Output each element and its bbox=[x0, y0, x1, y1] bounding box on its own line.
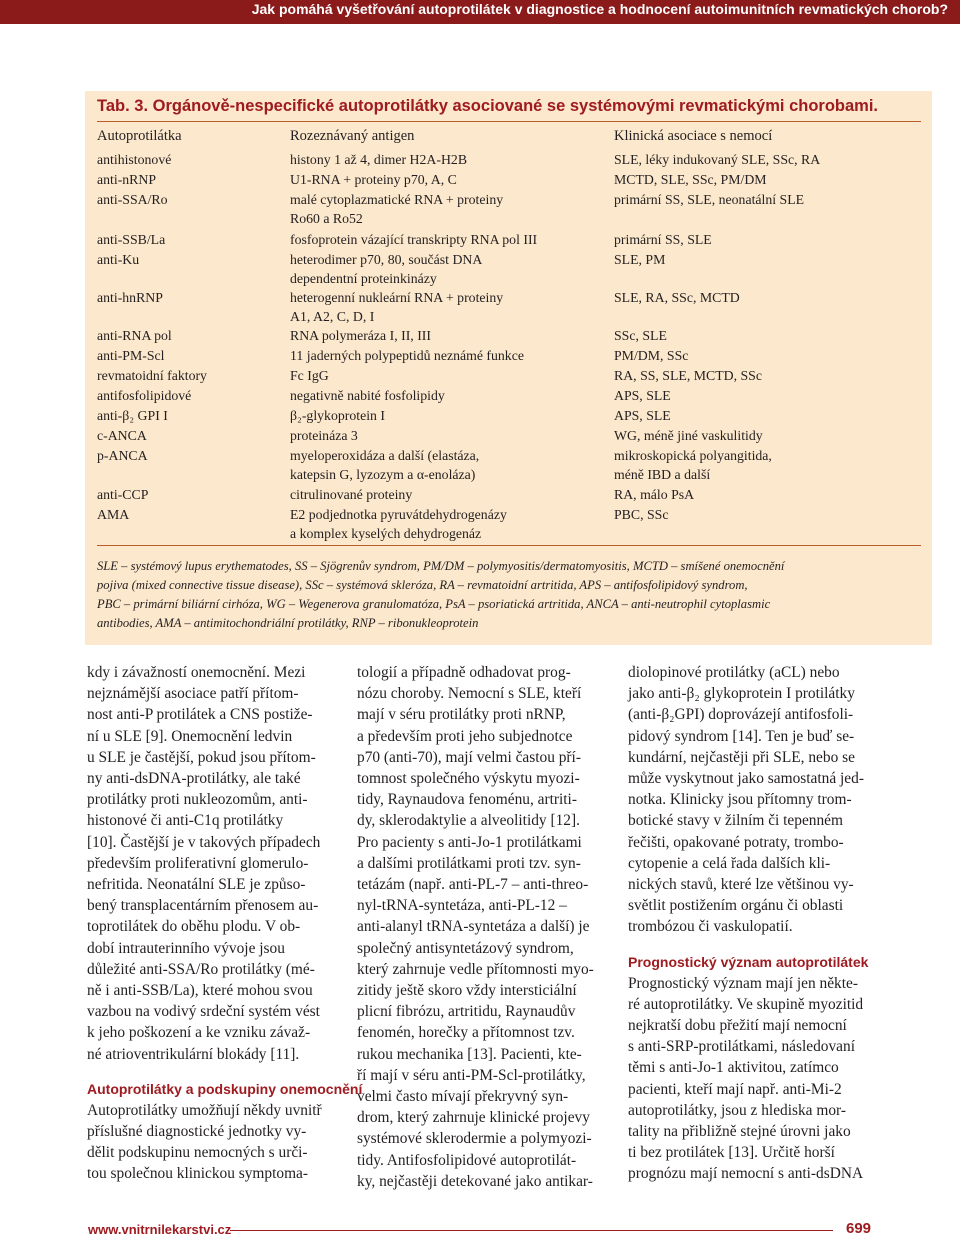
association-cell bbox=[614, 505, 924, 524]
text-line: (anti-β₂GPI) doprovázejí antifosfoli- bbox=[628, 706, 854, 724]
association-cell-line: RA, málo PsA bbox=[614, 487, 695, 502]
association-cell bbox=[614, 170, 924, 189]
antigen-cell bbox=[290, 288, 590, 326]
antibody-cell bbox=[97, 505, 129, 524]
table-footnote bbox=[97, 557, 923, 633]
text-line: pacienti, kteří mají např. anti-Mi-2 bbox=[628, 1080, 842, 1098]
antigen-cell-line: myeloperoxidáza a další (elastáza, bbox=[290, 448, 480, 463]
spacer bbox=[628, 938, 876, 952]
antibody-cell-line: p-ANCA bbox=[97, 448, 148, 463]
antigen-cell-line: histony 1 až 4, dimer H2A-H2B bbox=[290, 152, 468, 167]
table-title: Tab. 3. Orgánově-nespecifické autoprotilátky asociované se systémovými revmatickými chorobami. bbox=[97, 97, 879, 115]
association-cell bbox=[614, 326, 924, 345]
antibody-cell bbox=[97, 366, 207, 385]
text-line: zitidy ještě skoro vždy intersticiální bbox=[357, 982, 577, 1000]
text-column-3 bbox=[628, 662, 876, 1185]
association-cell bbox=[614, 406, 924, 425]
text-line: velmi často mívají překryvný syn- bbox=[357, 1088, 569, 1106]
text-line: může vyskytnout jako samostatná jed- bbox=[628, 770, 864, 788]
antigen-cell-line: U1-RNA + proteiny p70, A, C bbox=[290, 172, 457, 187]
text-line: ny anti-dsDNA-protilátky, ale také bbox=[87, 770, 301, 788]
association-cell-line: SLE, PM bbox=[614, 252, 666, 267]
antibody-cell-line: anti-nRNP bbox=[97, 172, 157, 187]
association-cell bbox=[614, 446, 924, 484]
antibody-cell-line: anti-SSA/Ro bbox=[97, 192, 168, 207]
antibody-cell-line: anti-Ku bbox=[97, 252, 140, 267]
antibody-cell bbox=[97, 386, 191, 405]
antibody-cell bbox=[97, 406, 168, 425]
antibody-cell bbox=[97, 250, 139, 269]
antigen-cell bbox=[290, 426, 590, 445]
antigen-cell-line: a komplex kyselých dehydrogenáz bbox=[290, 526, 482, 541]
antibody-cell-line: anti-hnRNP bbox=[97, 290, 163, 305]
text-line: společný antisyntetázový syndrom, bbox=[357, 939, 574, 957]
footnote-rule bbox=[97, 545, 921, 546]
text-line: né atrioventrikulární blokády [11]. bbox=[87, 1045, 300, 1063]
text-line: tidy, Raynaudova fenoménu, artriti- bbox=[357, 791, 577, 809]
footnote-line: PBC – primární biliární cirhóza, WG – Wegenerova granulomatóza, PsA – psoriatická artritida, ANCA – anti-neutrophil cytoplasmic bbox=[97, 597, 771, 611]
text-line: nózu choroby. Nemocní s SLE, kteří bbox=[357, 685, 582, 703]
text-line: Prognostický význam mají jen někte- bbox=[628, 974, 858, 992]
text-line: a dalšími protilátkami proti tzv. syn- bbox=[357, 854, 581, 872]
antigen-cell bbox=[290, 485, 590, 504]
association-cell bbox=[614, 346, 924, 365]
text-line: řečišti, opakované potraty, trombo- bbox=[628, 833, 844, 851]
association-cell bbox=[614, 485, 924, 504]
text-line: trombózou či vaskulopatií. bbox=[628, 918, 793, 936]
text-line: histonové či anti-C1q protilátky bbox=[87, 812, 284, 830]
text-line: nyl-tRNA-syntetáza, anti-PL-12 – bbox=[357, 897, 567, 915]
section-heading-podskupiny: Autoprotilátky a podskupiny onemocnění bbox=[87, 1080, 363, 1097]
text-line: dy, sklerodaktylie a alveolitidy [12]. bbox=[357, 812, 580, 830]
text-line: dobí intrauterinního vývoje jsou bbox=[87, 939, 285, 957]
association-cell-line: primární SS, SLE bbox=[614, 232, 712, 247]
antigen-cell bbox=[290, 326, 590, 345]
text-line: ti bez protilátek [13]. Určitě horší bbox=[628, 1144, 835, 1162]
table-box bbox=[85, 91, 932, 645]
antigen-cell bbox=[290, 150, 590, 169]
association-cell-line: mikroskopická polyangitida, bbox=[614, 448, 772, 463]
antibody-cell-line: anti-CCP bbox=[97, 487, 149, 502]
text-line: botické stavy v žilním či tepenném bbox=[628, 812, 843, 830]
antigen-cell bbox=[290, 250, 590, 288]
text-line: ně i anti-SSB/La), které mohou svou bbox=[87, 982, 313, 1000]
antigen-cell-line: β₂-glykoprotein I bbox=[290, 408, 385, 423]
spacer bbox=[87, 1065, 332, 1079]
text-line: důležité anti-SSA/Ro protilátky (mé- bbox=[87, 960, 315, 978]
text-line: kdy i závažností onemocnění. Mezi bbox=[87, 664, 306, 681]
text-line: nefritida. Neonatální SLE je způso- bbox=[87, 876, 306, 894]
text-line: tidy. Antifosfolipidové autoprotilát- bbox=[357, 1151, 577, 1169]
text-line: [10]. Častější je v takových případech bbox=[87, 833, 321, 851]
association-cell-line: SLE, RA, SSc, MCTD bbox=[614, 290, 740, 305]
text-line: diolopinové protilátky (aCL) nebo bbox=[628, 664, 840, 681]
antibody-cell bbox=[97, 326, 172, 345]
text-line: dělit podskupinu nemocných s urči- bbox=[87, 1144, 308, 1162]
text-line: tality na přibližně stejné úrovni jako bbox=[628, 1123, 851, 1141]
antigen-cell-line: Fc IgG bbox=[290, 368, 329, 383]
text-line: toprotilátek do oběhu plodu. V ob- bbox=[87, 918, 301, 936]
antigen-cell bbox=[290, 346, 590, 365]
text-line: těmi s anti-Jo-1 aktivitou, zatímco bbox=[628, 1059, 839, 1077]
association-cell-line: RA, SS, SLE, MCTD, SSc bbox=[614, 368, 762, 383]
association-cell-line: MCTD, SLE, SSc, PM/DM bbox=[614, 172, 767, 187]
text-line: plicní fibrózu, artritidu, Raynaudův bbox=[357, 1003, 576, 1021]
antigen-cell-line: heterogenní nukleární RNA + proteiny bbox=[290, 290, 504, 305]
antigen-cell-line: proteináza 3 bbox=[290, 428, 358, 443]
text-line: a především proti jeho subjednotce bbox=[357, 727, 573, 745]
text-line: nejkratší dobu přežití mají nemocní bbox=[628, 1017, 847, 1035]
text-line: notka. Klinicky jsou přítomny trom- bbox=[628, 791, 852, 809]
text-line: ré autoprotilátky. Ve skupině myozitid bbox=[628, 995, 864, 1013]
antibody-cell bbox=[97, 190, 168, 209]
text-line: světlit postižením orgánu či oblasti bbox=[628, 897, 844, 915]
text-line: u SLE je častější, pokud jsou přítom- bbox=[87, 748, 316, 766]
text-line: prognózu mají nemocní s anti-dsDNA bbox=[628, 1165, 864, 1183]
text-line: jako anti-β₂ glykoprotein I protilátky bbox=[628, 685, 855, 703]
footer-rule bbox=[230, 1230, 833, 1231]
antigen-cell-line: fosfoprotein vázající transkripty RNA pol III bbox=[290, 232, 538, 247]
antibody-cell-line: c-ANCA bbox=[97, 428, 147, 443]
association-cell bbox=[614, 190, 924, 209]
text-line: cytopenie a celá řada dalších kli- bbox=[628, 854, 831, 872]
association-cell-line: primární SS, SLE, neonatální SLE bbox=[614, 192, 805, 207]
text-line: ní u SLE [9]. Onemocnění ledvin bbox=[87, 727, 293, 745]
antigen-cell-line: dependentní proteinkinázy bbox=[290, 271, 437, 286]
header-bar bbox=[0, 0, 960, 24]
antigen-cell-line: RNA polymeráza I, II, III bbox=[290, 328, 431, 343]
footnote-line: pojiva (mixed connective tissue disease), SSc – systémová skleróza, RA – revmatoidní artritida, APS – antifosfolipidový syndrom, bbox=[97, 578, 748, 592]
text-line: ří mají v séru anti-PM-Scl-protilátky, bbox=[357, 1066, 586, 1084]
antigen-cell-line: heterodimer p70, 80, součást DNA bbox=[290, 252, 483, 267]
text-line: ky, nejčastěji detekované jako antikar- bbox=[357, 1172, 593, 1190]
footnote-line: SLE – systémový lupus erythematodes, SS – Sjögrenův syndrom, PM/DM – polymyositis/dermatomyositis, MCTD – smíšené onemocnění bbox=[97, 559, 785, 573]
antigen-cell bbox=[290, 366, 590, 385]
association-cell bbox=[614, 288, 924, 307]
association-cell-line: WG, méně jiné vaskulitidy bbox=[614, 428, 763, 443]
text-line: tomnost společného výskytu myozi- bbox=[357, 770, 580, 788]
text-line: který zahrnuje vedle přítomnosti myo- bbox=[357, 960, 594, 978]
header-asociace: Klinická asociace s nemocí bbox=[614, 128, 773, 144]
text-line: rukou mechanika [13]. Pacienti, kte- bbox=[357, 1045, 582, 1063]
antibody-cell-line: anti-SSB/La bbox=[97, 232, 166, 247]
association-cell bbox=[614, 230, 924, 249]
text-column-1 bbox=[87, 662, 363, 1185]
antibody-cell-line: revmatoidní faktory bbox=[97, 368, 207, 383]
antigen-cell bbox=[290, 446, 590, 484]
text-line: pidový syndrom [14]. Ten je buď se- bbox=[628, 727, 855, 745]
antibody-cell bbox=[97, 230, 165, 249]
antibody-cell-line: anti-RNA pol bbox=[97, 328, 172, 343]
association-cell-line: APS, SLE bbox=[614, 408, 671, 423]
text-line: především proliferativní glomerulo- bbox=[87, 854, 309, 872]
antigen-cell-line: 11 jaderných polypeptidů neznámé funkce bbox=[290, 348, 524, 363]
association-cell-line: méně IBD a další bbox=[614, 467, 711, 482]
text-line: tou společnou klinickou symptoma- bbox=[87, 1165, 308, 1183]
text-column-2 bbox=[357, 662, 604, 1192]
association-cell bbox=[614, 426, 924, 445]
text-line: drom, který zahrnuje klinické projevy bbox=[357, 1109, 590, 1127]
association-cell-line: SSc, SLE bbox=[614, 328, 667, 343]
antigen-cell bbox=[290, 386, 590, 405]
text-line: autoprotilátky, jsou z hlediska mor- bbox=[628, 1101, 846, 1119]
antigen-cell-line: Ro60 a Ro52 bbox=[290, 211, 363, 226]
text-line: protilátky proti nukleozomům, anti- bbox=[87, 791, 308, 809]
text-line: bený transplacentárním přenosem au- bbox=[87, 897, 319, 915]
antigen-cell-line: malé cytoplazmatické RNA + proteiny bbox=[290, 192, 504, 207]
text-line: kundární, nejčastěji při SLE, nebo se bbox=[628, 748, 855, 766]
antibody-cell bbox=[97, 288, 163, 307]
text-line: k jeho poškození a ke vzniku závaž- bbox=[87, 1024, 311, 1042]
antigen-cell-line: citrulinované proteiny bbox=[290, 487, 413, 502]
col1-paragraph-2 bbox=[87, 1100, 332, 1185]
running-title: Jak pomáhá vyšetřování autoprotilátek v diagnostice a hodnocení autoimunitních revmatických chorob? bbox=[251, 1, 948, 17]
association-cell bbox=[614, 386, 924, 405]
text-line: tetázám (např. anti-PL-7 – anti-threo- bbox=[357, 876, 589, 894]
antigen-cell-line: E2 podjednotka pyruvátdehydrogenázy bbox=[290, 507, 507, 522]
antigen-cell-line: A1, A2, C, D, I bbox=[290, 309, 375, 324]
antibody-cell-line: AMA bbox=[97, 507, 130, 522]
antibody-cell bbox=[97, 150, 171, 169]
header-antigen: Rozeznávaný antigen bbox=[290, 128, 415, 144]
antibody-cell-line: anti-PM-Scl bbox=[97, 348, 165, 363]
antigen-cell bbox=[290, 406, 590, 425]
association-cell bbox=[614, 150, 924, 169]
footer-url[interactable]: www.vnitrnilekarstvi.cz bbox=[88, 1222, 232, 1237]
antibody-cell-line: antifosfolipidové bbox=[97, 388, 192, 403]
col2-paragraph bbox=[357, 662, 604, 1192]
association-cell-line: PBC, SSc bbox=[614, 507, 669, 522]
text-line: příslušné diagnostické jednotky vy- bbox=[87, 1123, 307, 1141]
antibody-cell-line: anti-β₂ GPI I bbox=[97, 408, 168, 423]
association-cell bbox=[614, 366, 924, 385]
col1-paragraph bbox=[87, 662, 332, 1065]
association-cell-line: PM/DM, SSc bbox=[614, 348, 689, 363]
text-line: s anti-SRP-protilátkami, následovaní bbox=[628, 1038, 855, 1056]
header-autoprotilatka: Autoprotilátka bbox=[97, 128, 182, 144]
text-line: p70 (anti-70), mají velmi častou pří- bbox=[357, 748, 581, 766]
text-line: Autoprotilátky umožňují někdy uvnitř bbox=[87, 1101, 322, 1119]
antigen-cell-line: katepsin G, lyzozym a α-enoláza) bbox=[290, 467, 476, 482]
text-line: nických stavů, které lze většinou vy- bbox=[628, 876, 854, 894]
text-line: vazbou na vodivý srdeční systém vést bbox=[87, 1003, 320, 1021]
text-line: nost anti-P protilátek a CNS postiže- bbox=[87, 706, 313, 724]
page-number: 699 bbox=[846, 1220, 872, 1237]
antigen-cell bbox=[290, 170, 590, 189]
antibody-cell bbox=[97, 485, 148, 504]
antigen-cell bbox=[290, 190, 590, 228]
text-line: anti-alanyl tRNA-syntetáza a další) je bbox=[357, 918, 590, 936]
col3-paragraph-2 bbox=[628, 973, 876, 1185]
text-line: Pro pacienty s anti-Jo-1 protilátkami bbox=[357, 833, 582, 851]
association-cell bbox=[614, 250, 924, 269]
antigen-cell-line: negativně nabité fosfolipidy bbox=[290, 388, 445, 403]
antibody-cell bbox=[97, 346, 164, 365]
association-cell-line: SLE, léky indukovaný SLE, SSc, RA bbox=[614, 152, 821, 167]
text-line: tologií a případně odhadovat prog- bbox=[357, 664, 571, 681]
antibody-cell bbox=[97, 170, 156, 189]
table-top-rule bbox=[97, 121, 921, 122]
text-line: nejznámější asociace patří přítom- bbox=[87, 685, 299, 703]
text-line: systémové sklerodermie a polymyozi- bbox=[357, 1130, 592, 1148]
antibody-cell-line: antihistonové bbox=[97, 152, 172, 167]
antigen-cell bbox=[290, 230, 590, 249]
antigen-cell bbox=[290, 505, 590, 543]
antibody-cell bbox=[97, 446, 148, 465]
col3-paragraph bbox=[628, 662, 876, 938]
antibody-cell bbox=[97, 426, 147, 445]
association-cell-line: APS, SLE bbox=[614, 388, 671, 403]
footnote-line: antibodies, AMA – antimitochondriální protilátky, RNP – ribonukleoprotein bbox=[97, 616, 479, 630]
section-heading-prognosticky: Prognostický význam autoprotilátek bbox=[628, 953, 869, 970]
text-line: mají v séru protilátky proti nRNP, bbox=[357, 706, 566, 724]
text-line: fenomén, horečky a přítomnost tzv. bbox=[357, 1024, 575, 1042]
